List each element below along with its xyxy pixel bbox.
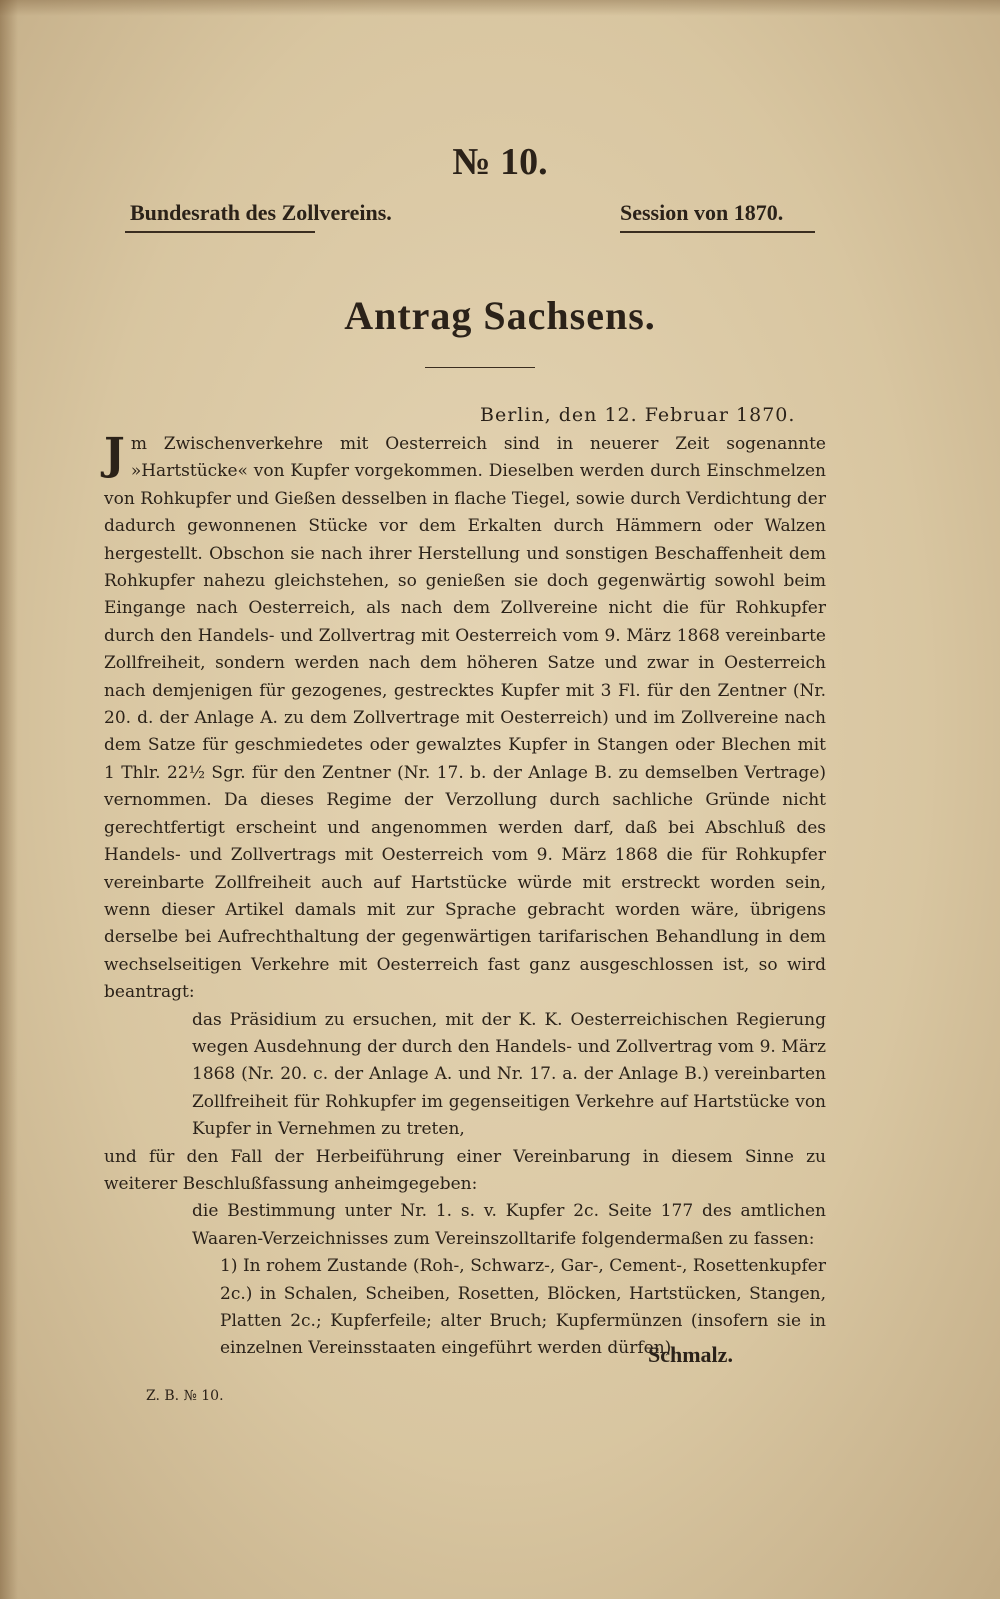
header-rule-right [620, 231, 815, 233]
header-right: Session von 1870. [620, 200, 784, 225]
date-line: Berlin, den 12. Februar 1870. [480, 404, 796, 426]
page-shadow-left [0, 0, 18, 1599]
document-number: № 10. [452, 141, 548, 183]
drop-cap: J [104, 429, 125, 480]
paragraph-1-text: m Zwischenverkehre mit Oesterreich sind in neuerer Zeit sogenannte »Hartstücke« von Kupfer vorgekommen. Dieselben werden durch Einschmelzen von Rohkupfer und Gießen desselben in flache Tiegel, sowie durch Verdichtung der dadurch gewonnenen Stücke vor dem Erkalten durch Hämmern oder Walzen hergestellt. Obschon sie nach ihrer Herstellung und sonstigen Beschaffenheit dem Rohkupfer nahezu gleichstehen, so genießen sie doch gegenwärtig sowohl beim Eingange nach Oesterreich, als nach dem Zollvereine nicht die für Rohkupfer durch den Handels- und Zollvertrag mit Oesterreich vom 9. März 1868 vereinbarte Zollfreiheit, sondern werden nach dem höheren Satze und zwar in Oesterreich nach demjenigen für gezogenes, gestrecktes Kupfer mit 3 Fl. für den Zentner (Nr. 20. d. der Anlage A. zu dem Zollvertrage mit Oesterreich) und im Zollvereine nach dem Satze für geschmiedetes oder gewalztes Kupfer in Stangen oder Blechen mit 1 Thlr. 22½ Sgr. für den Zentner (Nr. 17. b. der Anlage B. zu demselben Vertrage) vernommen. Da dieses Regime der Verzollung durch sachliche Gründe nicht gerechtfertigt erscheint und angenommen werden darf, daß bei Abschluß des Handels- und Zollvertrags mit Oesterreich vom 9. März 1868 die für Rohkupfer vereinbarte Zollfreiheit auch auf Hartstücke würde mit erstreckt worden sein, wenn dieser Artikel damals mit zur Sprache gebracht worden wäre, übrigens derselbe bei Aufrechthaltung der gegenwärtigen tarifarischen Behandlung in dem wechselseitigen Verkehre mit Oesterreich fast ganz ausgeschlossen ist, so wird beantragt: [104, 434, 826, 1003]
paragraph-4: die Bestimmung unter Nr. 1. s. v. Kupfer 2c. Seite 177 des amtlichen Waaren-Verzeichnisses zum Vereinszolltarife folgendermaßen zu fassen: [192, 1201, 826, 1249]
signature: Schmalz. [648, 1342, 733, 1367]
header-rule-left [125, 231, 315, 233]
document-title: Antrag Sachsens. [344, 293, 656, 338]
header-left: Bundesrath des Zollvereins. [130, 200, 392, 225]
list-item-1: 1) In rohem Zustande (Roh-, Schwarz-, Gar-, Cement-, Rosettenkupfer 2c.) in Schalen, Scheiben, Rosetten, Blöcken, Hartstücken, Stangen, Platten 2c.; Kupferfeile; alter Bruch; Kupfermünzen (insofern sie in einzelnen Vereinsstaaten eingeführt werden dürfen). [220, 1256, 826, 1359]
footer-reference: Z. B. № 10. [146, 1388, 224, 1404]
paragraph-1 [104, 431, 826, 1007]
page-shadow-top [0, 0, 1000, 16]
document-body [104, 431, 826, 1363]
paragraph-3: und für den Fall der Herbeiführung einer Vereinbarung in diesem Sinne zu weiterer Beschlußfassung anheimgegeben: [104, 1146, 826, 1194]
title-rule [425, 367, 535, 368]
paragraph-2: das Präsidium zu ersuchen, mit der K. K. Oesterreichischen Regierung wegen Ausdehnung der durch den Handels- und Zollvertrag vom 9. März 1868 (Nr. 20. c. der Anlage A. und Nr. 17. a. der Anlage B.) vereinbarten Zollfreiheit für Rohkupfer im gegenseitigen Verkehre auf Hartstücke von Kupfer in Vernehmen zu treten, [192, 1009, 826, 1140]
